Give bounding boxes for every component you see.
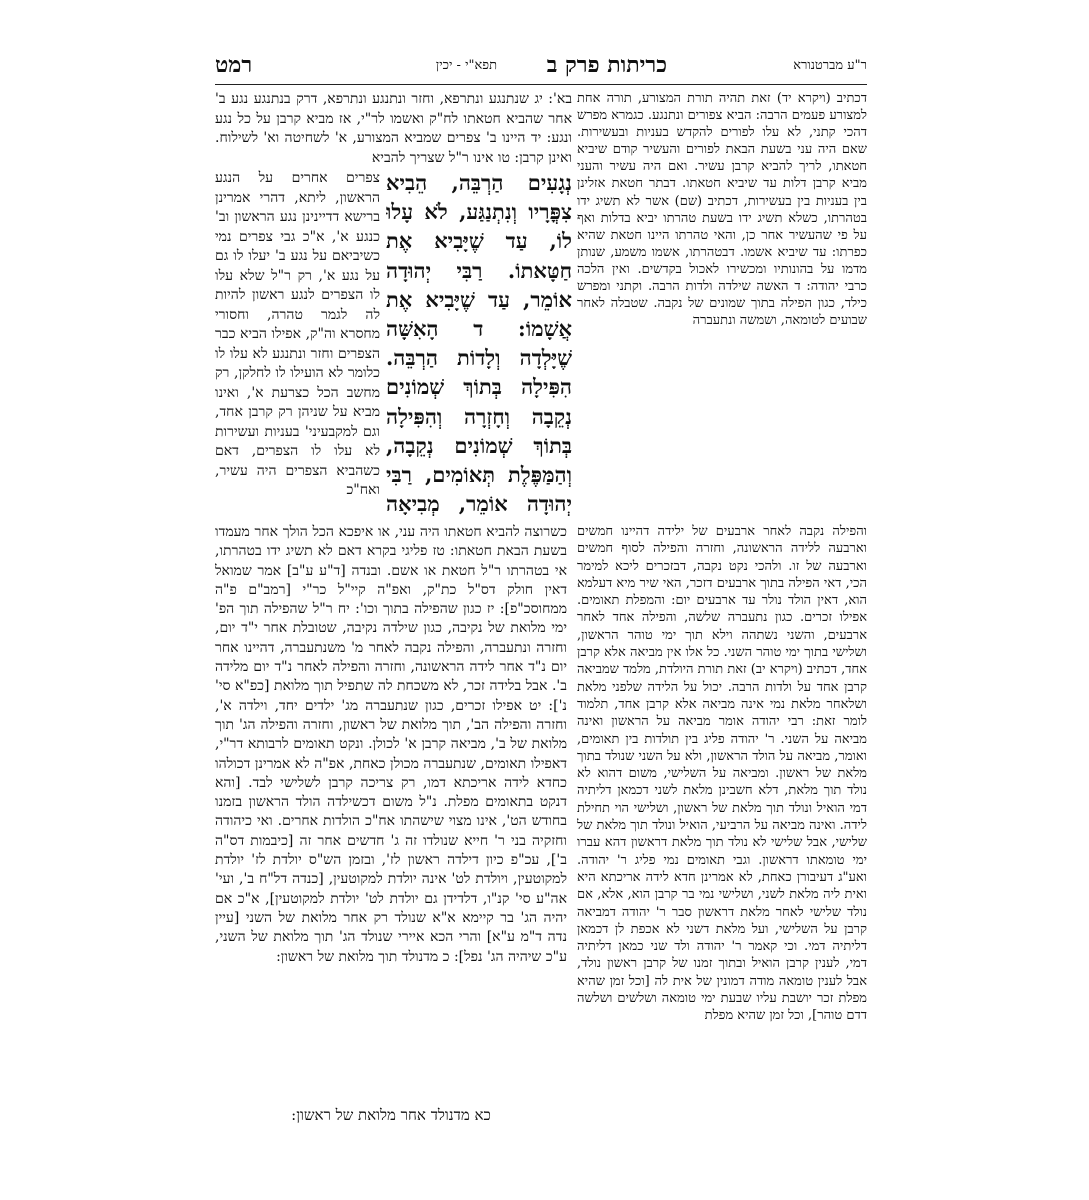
tiferet-text-side: צפרים אחרים על הנגע הראשון, ליתא, דהרי אמרינן ברישא דדיינינן נגע הראשון וב' כנגע א', א"כ גבי צפרים נמי כשיביאם על נגע ב' יעלו לו גם על נגע א', רק ר"ל שלא עלו לו הצפרים לנגע ראשון להיות לה לגמר טהרה, וחסורי מחסרא וה"ק, אפילו הביא כבר הצפרים וחזר ונתנגע לא עלו לו כלומר לא הועילו לו לחלקן, רק מחשב הכל כצרעת א', ואינו מביא על שניהן רק קרבן אחד, וגם למקבעיני' בעניות ועשירות לא עלו לו הצפרים, דאם כשהביא הצפרים היה עשיר, ואח"כ <box>215 170 380 498</box>
running-header <box>215 52 867 82</box>
commentary-label: ר"ע מברטנורא <box>793 58 867 73</box>
mishna-text: נְגָעִים הַרְבֵּה, הֵבִיא צִפֳּרָיו וְנִתְנַגַּע, לֹא עָלוּ לוֹ, עַד שֶׁיָּבִיא אֶת חַטָּאתוֹ. רַבִּי יְהוּדָה אוֹמֵר, עַד שֶׁיָּבִיא אֶת אֲשָׁמוֹ: ד הָאִשָּׁה שֶׁיָּלְדָה וְלָדוֹת הַרְבֵּה. הִפִּילָה בְּתוֹךְ שְׁמוֹנִים נְקֵבָה וְחָזְרָה וְהִפִּילָה בְּתוֹךְ שְׁמוֹנִים נְקֵבָה, וְהַמַּפֶּלֶת תְּאוֹמִים, רַבִּי יְהוּדָה אוֹמֵר, מְבִיאָה <box>386 170 572 517</box>
bartenura-text-top: דכתיב (ויקרא יד) זאת תהיה תורת המצורע, תורה אחת למצורע פעמים הרבה: הביא צפורים ונתנגע. כגמרא מפרש דהכי קתני, לא עלו לפורים להקדש בעניות ובעשירות. שאם היה עני בשעת הבאת לפורים והעשיר קודם שיביא חטאתו, לריך להביא קרבן עשיר. ואם היה עשיר והעני מביא קרבן דלות עד שיביא חטאתו. דבתר חטאת אזלינן בין בעניות בין בעשירות, דכתיב (שם) אשר לא תשיג ידו בטהרתו, כשלא תשיג ידו בשעת טהרתו יביא בדלות ואף על פי שהעשיר אחר כן, והאי טהרתו היינו חטאת שהיא כפרתו: עד שיביא אשמו. דבטהרתו, אשמו משמע, שנותן מדמו על בהונותיו ומכשירו לאכול בקדשים. ואין הלכה כרבי יהודה: ד האשה שילדה ולדות הרבה. וקתני ומפרש כילד, כגון הפילה בתוך שמונים של נקבה. שטבלה לאחר שבועים לטומאה, ושמשה ונתעברה <box>577 91 867 329</box>
bartenura-text-bottom: והפילה נקבה לאחר ארבעים של ילידה דהיינו חמשים וארבעה ללידה הראשונה, וחזרה והפילה לסוף חמשים וארבעה של זו. ולהכי נקט נקבה, דבזכרים ליכא למימר הכי, דאי הפילה בתוך ארבעים דזכר, האי שיר מיא דעלמא הוא, דאין הולד נולר עד ארבעים יום: והמפלת תאומים. אפילו זכרים. כגון נתעברה שלשה, והפילה אחד לאחר ארבעים, והשני נשתהה וילא תוך ימי טוהר הראשון, ושלישי בתוך ימי טוהר השני. כל אלו אין מביאה אלא קרבן אחד, דכתיב (ויקרא יב) זאת תורת היולדת, מלמד שמביאה קרבן אחד על ולדות הרבה. יכול על הלידה שלפני מלאת ושלאחר מלאת נמי אינה מביאה אלא קרבן אחד, תלמוד לומר זאת: רבי יהודה אומר מביאה על הראשון ואינה מביאה על השני. ר' יהודה פליג בין תולדות בין תאומים, ואומר, מביאה על הולד הראשון, ולא על השני שנולד בתוך מלאת של ראשון. ומביאה על השלישי, משום דהוא לא נולד תוך מלאת, דלא חשבינן מלאת לשני דכמאן דליתיה דמי הואיל ונולד תוך מלאת של ראשון, ושלישי הוי תחילת לידה. ואינה מביאה על הרביעי, הואיל ונולד תוך מלאת של שלישי, אבל שלישי לא נולד תוך מלאת דראשון דהא עברו ימי טומאתו דראשון. וגבי תאומים נמי פליג ר' יהודה. ואע"ג דעיבורן כאחת, לא אמרינן חדא לידה אריכתא היא ואית ליה מלאת לשני, ושלישי נמי בר קרבן הוא, אלא, אם נולד שלישי לאחר מלאת דראשון סבר ר' יהודה דמביאה קרבן על השלישי, ועל מלאת דשני לא אכפת לן דכמאן דליתיה דמי. וכי קאמר ר' יהודה ולד שני כמאן דליתיה דמי, לענין קרבן הואיל ובתוך זמנו של קרבן ראשון נולד, אבל לענין טומאה מודה דמונין של אית לה [וכל זמן שהיא מפלת זכר יושבת עליו שבעת ימי טומאה ושלשים ושלשה דדם טוהר], וכל זמן שהיא מפלת <box>577 524 867 1024</box>
tractate-chapter-title: כריתות פרק ב <box>546 52 667 78</box>
bartenura-commentary-top <box>577 90 867 517</box>
page-number: רמט <box>215 52 253 78</box>
mishna-main-text <box>386 168 572 521</box>
tiferet-commentary-side <box>215 169 380 523</box>
tiferet-text-bottom: כשרוצה להביא חטאתו היה עני, או איפכא הכל הולך אחר מעמדו בשעת הבאת חטאתו: טז פליגי בקרא דאם לא תשיג ידו בטהרתו, אי בטהרתו ר"ל חטאת או אשם. ובנדה [ד"ע ע"ב] אמר שמואל דאין חולק דס"ל כת"ק, ואפ"ה קיי"ל כר"י [רמב"ם פ"ה ממחוסכ"פ]: יז כגון שהפילה בתוך וכו': יח ר"ל שהפילה תוך הפ' ימי מלואת של נקיבה, כגון שילדה נקיבה, שטובלת אחר י"ד יום, וחזרה ונתעברה, והפילה נקבה לאחר מ' משנתעברה, דהיינו אחר יום נ"ד אחר לידה הראשונה, וחזרה והפילה לאחר נ"ד יום מלידה ב'. אבל בלידה זכר, לא משכחת לה שתפיל תוך מלואת [כפ"א סי' נ']: יט אפילו זכרים, כגון שנתעברה מג' ילדים יחד, וילדה א', וחזרה והפילה הב', תוך מלואת של ראשון, וחזרה והפילה הג' תוך מלואת של ב', מביאה קרבן א' לכולן. ונקט תאומים לרבותא דר"י, דאפילו תאומים, שנתעברה מכולן כאחת, אפ"ה לא אמרינן דכולהו כחדא לידה אריכתא דמו, רק צריכה קרבן לשלישי לבד. [והא דנקט בתאומים מפלת. נ"ל משום דכשילדה הולד הראשון בזמנו בחודש הט', אינו מצוי שישהתו אח"כ הולדות אחרים. ואי כיהודה וחזקיה בני ר' חייא שנולדו זה ג' חדשים אחר זה [כיבמות דס"ה ב'], עכ"פ כיון דילדה ראשון לז', ובזמן הש"ס יולדת לז' יולדת למקוטעין, ויולדת לט' אינה יולדת למקוטעין, [כנדה דל"ח ב', ועי' אה"ע סי' קנ"ו, דלדידן גם יולדת לט' יולדת למקוטעין], א"כ אם יהיה הג' בר קיימא א"א שנולד רק אחר מלואת של השני [עיין נדה ד"מ ע"א] והרי הכא איירי שנולד הג' תוך מלואת של השני, ע"כ שיהיה הג' נפל]: כ מדנולד תוך מלואת של ראשון: <box>215 524 567 965</box>
bartenura-commentary-bottom <box>577 523 867 1145</box>
tiferet-text-top: בא': יג שנתנגע ונתרפא, וחזר ונתנגע ונתרפא, דרק בנתנגע נגע ב' אחר שהביא חטאתו לח"ק ואשמו לר"י, אז מביא קרבן על כל נגע ונגע: יד היינו ב' צפרים שמביא המצורע, א' לשחיטה וא' לשילוח. ואינן קרבן: טו אינו ר"ל שצריך להביא <box>215 91 572 166</box>
tiferet-final-line: כא מדנולד אחר מלואת של ראשון: <box>291 1106 491 1124</box>
tiferet-commentary-top <box>215 90 572 169</box>
secondary-commentary-label: תפא"י - יכין <box>435 58 497 73</box>
tiferet-commentary-bottom <box>215 523 567 1103</box>
header-divider <box>215 84 867 85</box>
